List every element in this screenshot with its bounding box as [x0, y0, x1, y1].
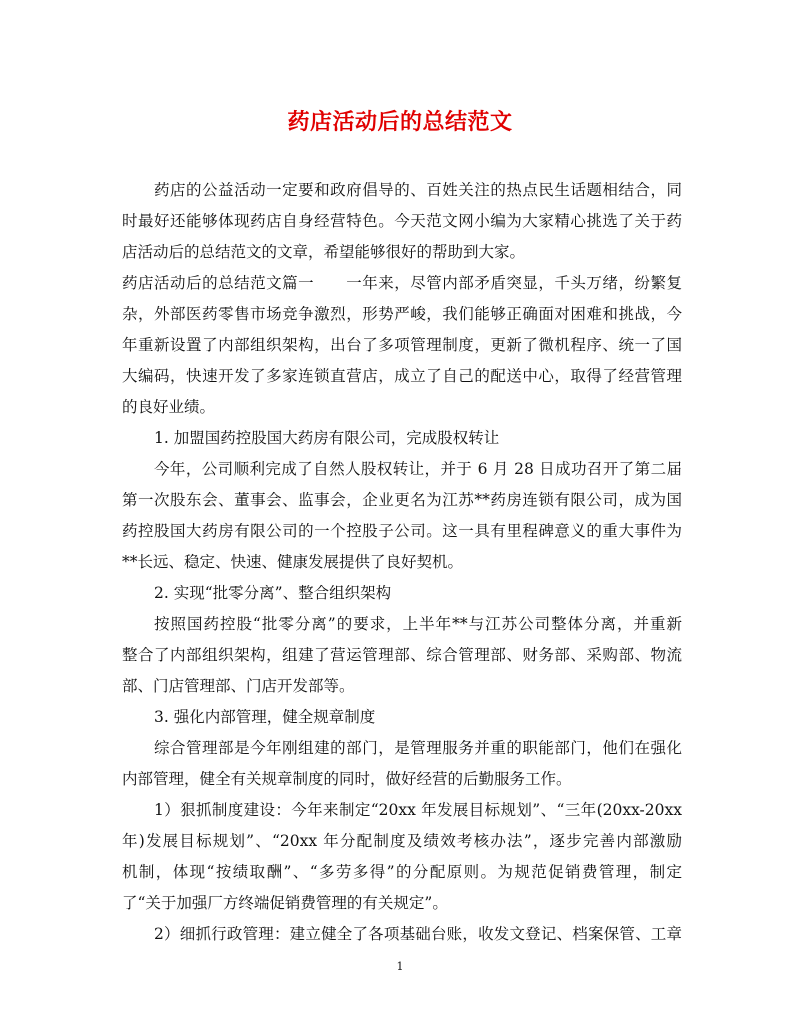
paragraph-line: 机制，体现“按绩取酬”、“多劳多得”的分配原则。为规范促销费管理，制定 — [122, 863, 682, 881]
paragraph-line: 按照国药控股“批零分离”的要求，上半年**与江苏公司整体分离，并重新 — [154, 615, 682, 633]
paragraph-line: 今年，公司顺利完成了自然人股权转让，并于 6 月 28 日成功召开了第二届 — [154, 460, 682, 478]
paragraph-line: 药店活动后的总结范文篇一 一年来，尽管内部矛盾突显，千头万绪，纷繁复 — [122, 274, 682, 292]
page-number: 1 — [396, 960, 404, 973]
paragraph-line: 2）细抓行政管理：建立健全了各项基础台账，收发文登记、档案保管、工章 — [154, 925, 682, 943]
paragraph-line: 药店的公益活动一定要和政府倡导的、百姓关注的热点民生话题相结合，同 — [154, 181, 682, 199]
paragraph-line: 时最好还能够体现药店自身经营特色。今天范文网小编为大家精心挑选了关于药 — [122, 212, 682, 230]
paragraph-line: 大编码，快速开发了多家连锁直营店，成立了自己的配送中心，取得了经营管理 — [122, 367, 682, 385]
paragraph-line: 综合管理部是今年刚组建的部门，是管理服务并重的职能部门，他们在强化 — [154, 739, 682, 757]
section-heading: 1. 加盟国药控股国大药房有限公司，完成股权转让 — [154, 429, 500, 447]
paragraph-line: 整合了内部组织架构，组建了营运管理部、综合管理部、财务部、采购部、物流 — [122, 646, 682, 664]
paragraph-line: 年)发展目标规划”、“20xx 年分配制度及绩效考核办法”，逐步完善内部激励 — [122, 832, 682, 850]
document-title: 药店活动后的总结范文 — [287, 109, 513, 135]
paragraph-line: **长远、稳定、快速、健康发展提供了良好契机。 — [122, 553, 464, 571]
paragraph-line: 部、门店管理部、门店开发部等。 — [122, 677, 355, 695]
paragraph-line: 了“关于加强厂方终端促销费管理的有关规定”。 — [122, 894, 448, 912]
paragraph-line: 第一次股东会、董事会、监事会，企业更名为江苏**药房连锁有限公司，成为国 — [122, 491, 682, 509]
paragraph-line: 店活动后的总结范文的文章，希望能够很好的帮助到大家。 — [122, 243, 526, 261]
paragraph-line: 杂，外部医药零售市场竞争激烈，形势严峻，我们能够正确面对困难和挑战，今 — [122, 305, 682, 323]
paragraph-line: 内部管理，健全有关规章制度的同时，做好经营的后勤服务工作。 — [122, 770, 572, 788]
section-heading: 3. 强化内部管理，健全规章制度 — [154, 708, 376, 726]
paragraph-line: 的良好业绩。 — [122, 398, 216, 416]
paragraph-line: 1）狠抓制度建设：今年来制定“20xx 年发展目标规划”、“三年(20xx-20xx — [154, 801, 682, 819]
paragraph-line: 年重新设置了内部组织架构，出台了多项管理制度，更新了微机程序、统一了国 — [122, 336, 682, 354]
section-heading: 2. 实现“批零分离”、整合组织架构 — [154, 584, 392, 602]
paragraph-line: 药控股国大药房有限公司的一个控股子公司。这一具有里程碑意义的重大事件为 — [122, 522, 682, 540]
